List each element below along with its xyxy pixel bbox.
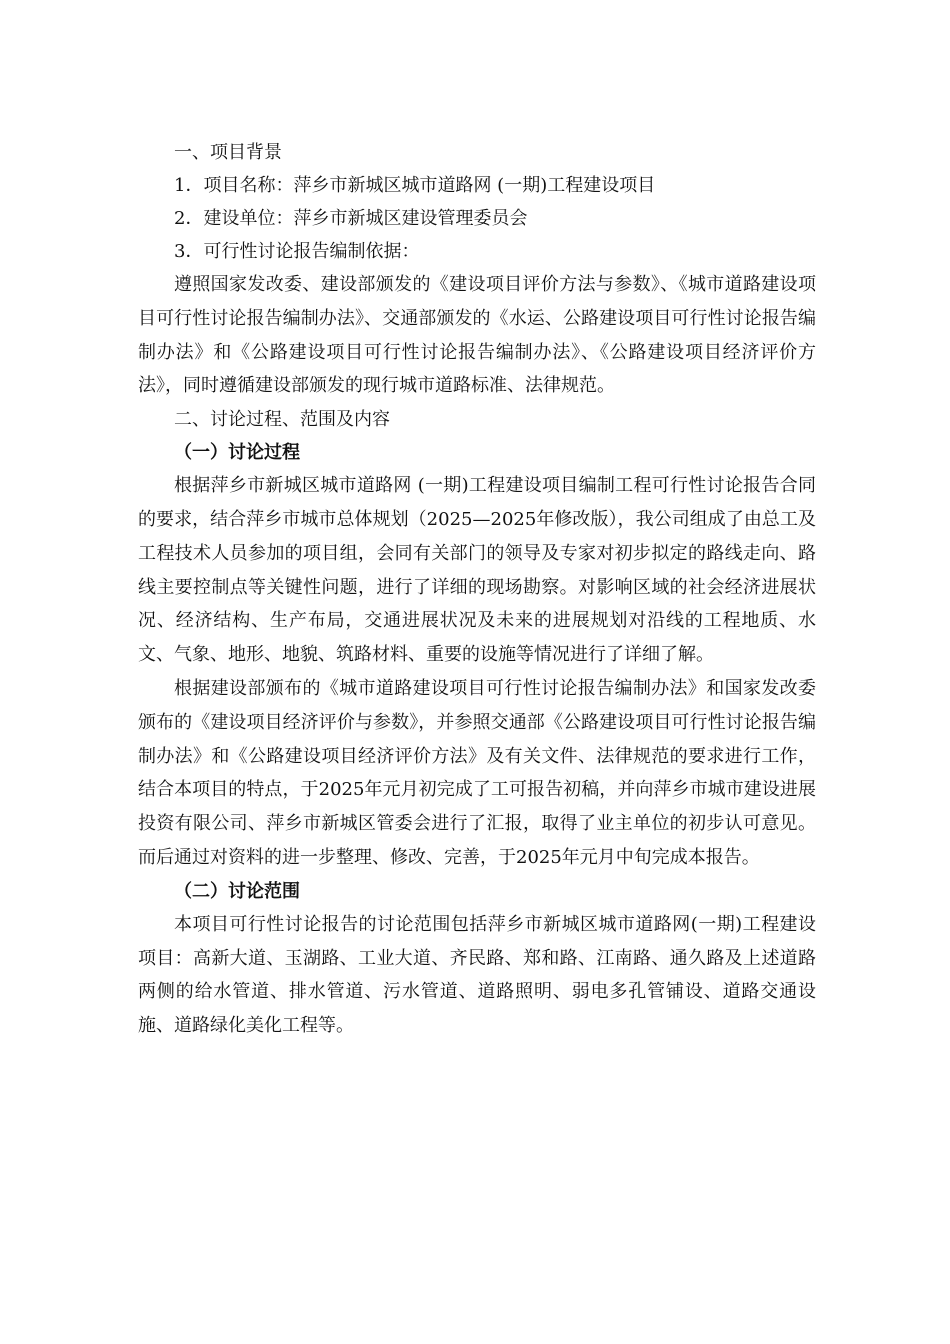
process-paragraph-2: 根据建设部颁布的《城市道路建设项目可行性讨论报告编制办法》和国家发改委颁布的《建设项目经济评价与参数》，并参照交通部《公路建设项目可行性讨论报告编制办法》和《公路建设项目经济评价方法》及有关文件、法律规范的要求进行工作，结合本项目的特点，于2025年元月初完成了工可报告初稿，并向萍乡市城市建设进展投资有限公司、萍乡市新城区管委会进行了汇报，取得了业主单位的初步认可意见。而后通过对资料的进一步整理、修改、完善，于2025年元月中旬完成本报告。: [138, 677, 816, 868]
scope-paragraph: 本项目可行性讨论报告的讨论范围包括萍乡市新城区城市道路网(一期)工程建设项目：高新大道、玉湖路、工业大道、齐民路、郑和路、江南路、通久路及上述道路两侧的给水管道、排水管道、污水管道、道路照明、弱电多孔管铺设、道路交通设施、道路绿化美化工程等。: [138, 913, 816, 1037]
item-construction-unit: 2．建设单位：萍乡市新城区建设管理委员会: [174, 208, 528, 229]
section-heading-background: 一、项目背景: [174, 142, 282, 163]
process-paragraph-1: 根据萍乡市新城区城市道路网 (一期)工程建设项目编制工程可行性讨论报告合同的要求，结合萍乡市城市总体规划（2025—2025年修改版），我公司组成了由总工及工程技术人员参加的项目组，会同有关部门的领导及专家对初步拟定的路线走向、路线主要控制点等关键性问题，进行了详细的现场勘察。对影响区域的社会经济进展状况、经济结构、生产布局，交通进展状况及未来的进展规划对沿线的工程地质、水文、气象、地形、地貌、筑路材料、重要的设施等情况进行了详细了解。: [138, 475, 816, 666]
document-body: [138, 136, 816, 1043]
item-project-name: 1．项目名称：萍乡市新城区城市道路网 (一期)工程建设项目: [174, 175, 656, 196]
basis-paragraph: 遵照国家发改委、建设部颁发的《建设项目评价方法与参数》、《城市道路建设项目可行性讨论报告编制办法》、交通部颁发的《水运、公路建设项目可行性讨论报告编制办法》和《公路建设项目可行性讨论报告编制办法》、《公路建设项目经济评价方法》，同时遵循建设部颁发的现行城市道路标准、法律规范。: [138, 274, 816, 397]
section-heading-process-scope: 二、讨论过程、范围及内容: [174, 409, 390, 431]
subheading-process: （一）讨论过程: [174, 442, 300, 464]
item-report-basis: 3．可行性讨论报告编制依据：: [174, 241, 420, 262]
subheading-scope: （二）讨论范围: [174, 880, 300, 902]
